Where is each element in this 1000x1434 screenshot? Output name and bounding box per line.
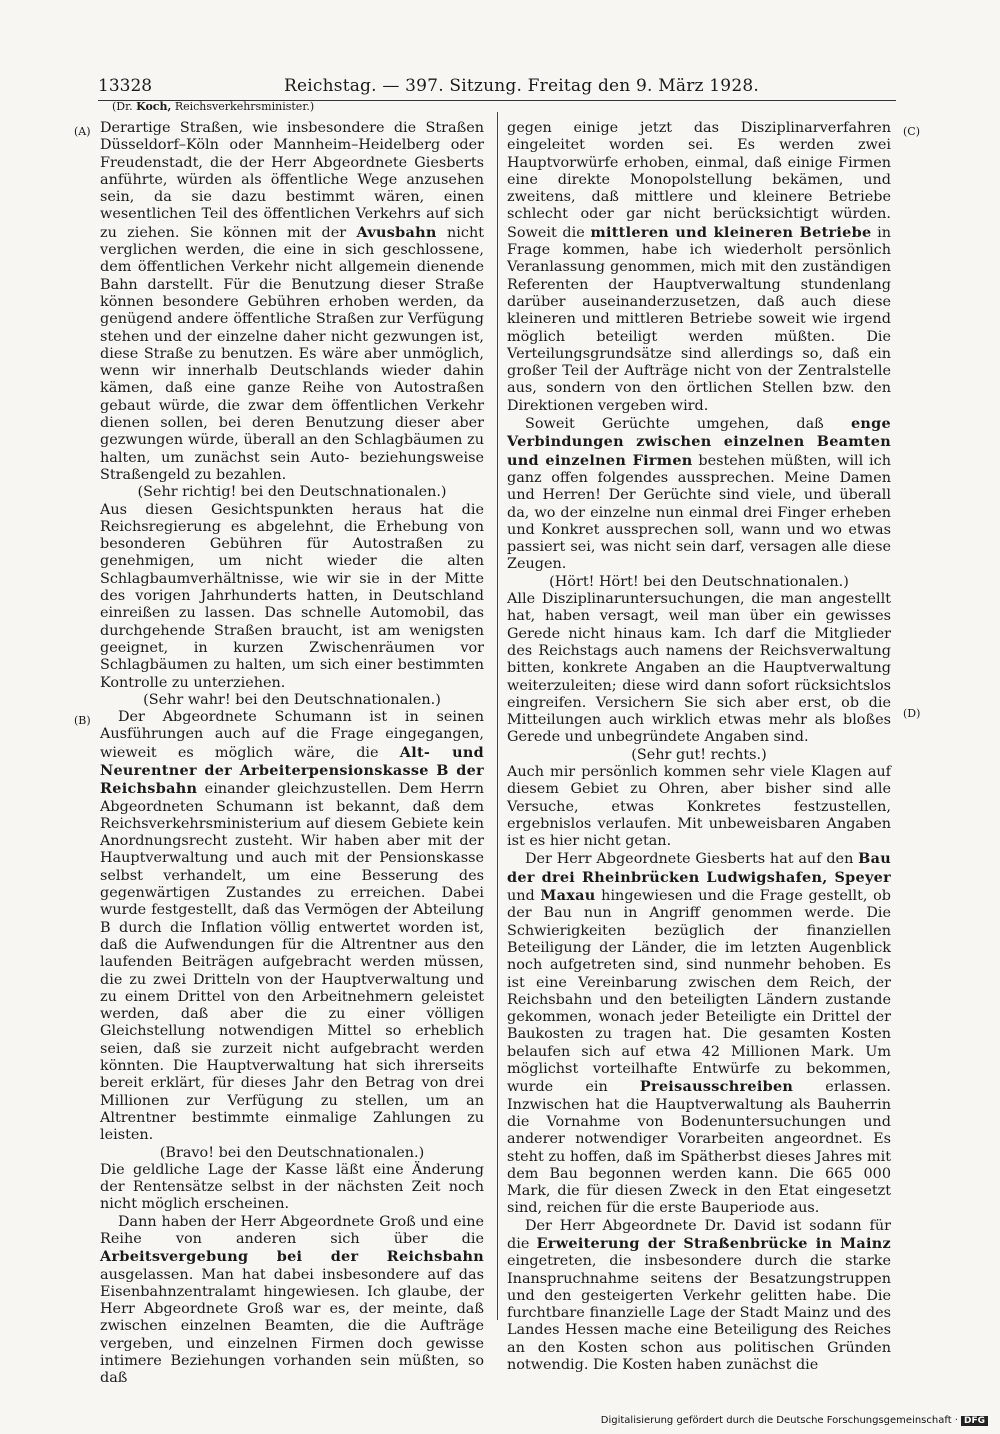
emphasis: Arbeitsvergebung bei der Reichsbahn (100, 1248, 484, 1266)
column-divider (497, 112, 498, 1320)
speaker-prefix: (Dr. (112, 100, 137, 113)
emphasis: Avusbahn (356, 223, 437, 241)
emphasis: Alt- und Neurentner der Arbeiterpensionskasse B der Reichsbahn (100, 743, 484, 798)
text-run: Alle Disziplinaruntersuchungen, die man angestellt hat, haben versagt, weil man über ein gewisses Gerede nicht hinaus kam. Ich darf die Mitglieder des Reichstags auch namens der Reichsverwaltung bitten, konkrete Angaben an die Hauptverwaltung weiterzuleiten; diese wird dann sofort rücksichtslos eingreifen. Versichern Sie sich aber erst, ob die Mitteilungen auch wirklich etwas mehr als bloßes Gerede und unbegründete Angaben sind. (507, 591, 891, 746)
left-column (100, 120, 484, 1388)
text-run: einander gleichzustellen. Dem Herrn Abgeordneten Schumann ist bekannt, daß dem Reichsverkehrsministerium auf diesem Gebiete kein Anordnungsrecht zusteht. Wir haben aber mit der Hauptverwaltung und auch mit der Pensionskasse selbst verhandelt, um eine Besserung des gegenwärtigen Zustandes zu erreichen. Dabei wurde festgestellt, daß das Vermögen der Abteilung B durch die Inflation völlig entwertet worden ist, daß die Aufwendungen für die Altrentner aus den laufenden Beiträgen aufgebracht werden müssen, die zu zwei Dritteln von der Hauptverwaltung und zu einem Drittel von den Arbeitnehmern geleistet werden, daß aber die zu einer völligen Gleichstellung notwendigen Mittel so erheblich seien, daß sie zurzeit nicht aufgebracht werden könnten. Die Hauptverwaltung hat sich ihrerseits bereit erklärt, für dieses Jahr den Betrag von drei Millionen zur Verfügung zu stellen, um an Altrentner bestimmte einmalige Zahlungen zu leisten. (100, 781, 484, 1144)
paragraph (100, 502, 484, 692)
text-run: ausgelassen. Man hat dabei insbesondere auf das Eisenbahnzentralamt hingewiesen. Ich glaube, der Herr Abgeordnete Groß war es, der meinte, daß zwischen einzelnen Beamten, die die Aufträge vergeben, und einzelnen Firmen doch gewisse intimere Beziehungen vorhanden sein müßten, so daß (100, 1266, 484, 1387)
text-run: gegen einige jetzt das Disziplinarverfahren eingeleitet worden sei. Es werden zwei Hauptvorwürfe erhoben, einmal, daß einige Firmen eine direkte Monopolstellung bekämen, und zweitens, daß mittlere und kleinere Betriebe schlecht oder gar nicht berücksichtigt würden. Soweit die (507, 120, 891, 241)
emphasis: Bau der drei Rheinbrücken Ludwigshafen, Speyer (507, 850, 891, 886)
emphasis: enge Verbindungen zwischen einzelnen Beamten und einzelnen Firmen (507, 415, 891, 469)
interjection: (Bravo! bei den Deutschnationalen.) (159, 1144, 425, 1161)
speaker-role: Reichsverkehrsminister.) (171, 100, 315, 113)
interjection: (Sehr richtig! bei den Deutschnationalen.) (137, 484, 447, 501)
paragraph (507, 415, 891, 574)
text-run: Der Herr Abgeordnete Dr. David ist sodann für die (507, 1217, 891, 1252)
text-run: hingewiesen und die Frage gestellt, ob der Bau nun in Angriff genommen werde. Die Schwierigkeiten bezüglich der finanziellen Beteiligung der Länder, die im letzten Augenblick noch aufgetreten sind, sind nunmehr behoben. Es ist eine Vereinbarung zwischen dem Reich, der Reichsbahn und den beteiligten Ländern zustande gekommen, wonach jeder Beteiligte ein Drittel der Baukosten zu tragen hat. Die gesamten Kosten belaufen sich auf etwa 42 Millionen Mark. Um möglichst vorteilhafte Entwürfe zu bekommen, wurde ein (507, 888, 891, 1096)
text-run: Dann haben der Herr Abgeordnete Groß und eine Reihe von anderen sich über die (100, 1213, 484, 1247)
text-run: erlassen. Inzwischen hat die Hauptverwaltung als Bauherrin die Vornahme von Bodenuntersuchungen und anderer notwendiger Vorarbeiten angeordnet. Es steht zu hoffen, daß im Spätherbst dieses Jahres mit dem Bau begonnen werden kann. Die 665 000 Mark, die für diesen Zweck in den Etat eingesetzt sind, reichen für die erste Bauperiode aus. (507, 1079, 892, 1217)
emphasis: mittleren und kleineren Betriebe (590, 223, 872, 241)
speaker-line (112, 100, 314, 113)
paragraph (100, 120, 484, 484)
text-run: eingetreten, die insbesondere durch die starke Inanspruchnahme seitens der Besatzungstruppen und den gesteigerten Verkehr gelitten habe. Die furchtbare finanzielle Lage der Stadt Mainz und des Landes Hessen mache eine Beteiligung des Reiches an den Kosten schon aus politischen Gründen notwendig. Die Kosten haben zunächst die (507, 1253, 891, 1374)
interjection: (Sehr gut! rechts.) (631, 746, 767, 763)
emphasis: Maxau (540, 887, 596, 905)
text-run: bestehen müßten, will ich ganz offen folgendes aussprechen. Meine Damen und Herren! Der Gerüchte sind viele, und überall da, wo der einzelne nun einmal drei Finger erheben und Konkret aussprechen soll, wann und wo etwas passiert sei, was nicht sein darf, versagen alle diese Zeugen. (507, 452, 891, 573)
paragraph (507, 591, 891, 747)
paragraph (100, 1214, 484, 1388)
margin-marker-b: (B) (74, 714, 91, 727)
footer-text: Digitalisierung gefördert durch die Deutsche Forschungsgemeinschaft · (600, 1415, 958, 1426)
text-run: Die geldliche Lage der Kasse läßt eine Änderung der Rentensätze selbst in der nächsten Zeit noch nicht möglich erscheinen. (100, 1161, 484, 1213)
text-run: in Frage kommen, habe ich wiederholt persönlich Veranlassung genommen, mich mit den zuständigen Referenten der Hauptverwaltung stundenlang darüber auseinanderzusetzen, daß auch diese kleineren und mittleren Betriebe soweit wie irgend möglich beteiligt werden müßten. Die Verteilungsgrundsätze sind allerdings so, daß ein großer Teil der Aufträge nicht von der Zentralstelle aus, sondern von den örtlichen Stellen bzw. den Direktionen vergeben wird. (507, 224, 891, 414)
text-run: Derartige Straßen, wie insbesondere die Straßen Düsseldorf–Köln oder Mannheim–Heidelberg oder Freudenstadt, die der Herr Abgeordnete Giesberts anführte, würden als öffentliche Wege anzusehen sein, da sie dazu bestimmt wären, einen wesentlichen Teil des öffentlichen Verkehrs auf sich zu ziehen. Sie können mit der (100, 120, 484, 241)
paragraph (507, 120, 891, 415)
text-run: Der Abgeordnete Schumann ist in seinen Ausführungen auch auf die Frage eingegangen, wieweit es möglich wäre, die (100, 709, 484, 761)
speaker-name: Koch, (136, 100, 172, 113)
dfg-logo: DFG (961, 1416, 988, 1426)
margin-marker-d: (D) (903, 707, 921, 720)
footer-credit (601, 1415, 988, 1426)
paragraph (100, 1162, 484, 1214)
text-run: Aus diesen Gesichtspunkten heraus hat die Reichsregierung es abgelehnt, die Erhebung von besonderen Gebühren für Autostraßen zu genehmigen, um nicht wieder die alten Schlagbaumverhältnisse, wie wir sie in der Mitte des vorigen Jahrhunderts hatten, in Deutschland einreißen zu lassen. Das schnelle Automobil, das durchgehende Straßen braucht, ist am wenigsten geeignet, in kurzen Zwischenräumen vor Schlagbäumen zu halten, um sich einer bestimmten Kontrolle zu unterziehen. (100, 501, 484, 691)
interjection: (Sehr wahr! bei den Deutschnationalen.) (143, 691, 441, 708)
text-run: nicht verglichen werden, die eine in sich geschlossene, dem öffentlichen Verkehr nicht allgemein dienende Bahn darstellt. Für die Benutzung dieser Straße können besondere Gebühren erhoben werden, da genügend andere öffentliche Straßen zur Verfügung stehen und der einzelne daher nicht gezwungen ist, diese Straße zu benutzen. Es wäre aber unmöglich, wenn wir innerhalb Deutschlands wieder dahin kämen, daß eine ganze Reihe von Autostraßen gebaut würde, die zwar dem öffentlichen Verkehr dienen sollen, bei deren Benutzung dieser aber gezwungen würde, überall an den Schlagbäumen zu halten, um zunächst sein Auto- beziehungsweise Straßengeld zu bezahlen. (100, 224, 484, 483)
emphasis: Preisausschreiben (639, 1078, 794, 1096)
text-run: Auch mir persönlich kommen sehr viele Klagen auf diesem Gebiet zu Ohren, aber bisher sind alle Versuche, etwas Konkretes festzustellen, ergebnislos verlaufen. Mit unbeweisbaren Angaben ist es hier nicht getan. (507, 763, 891, 850)
paragraph (100, 709, 484, 1144)
text-run: Der Herr Abgeordnete Giesberts hat auf den (525, 851, 859, 868)
margin-marker-c: (C) (903, 125, 920, 138)
page-header (98, 74, 896, 101)
paragraph (507, 764, 891, 850)
running-title: Reichstag. — 397. Sitzung. Freitag den 9. März 1928. (284, 76, 759, 96)
margin-marker-a: (A) (74, 125, 91, 138)
right-column (507, 120, 891, 1374)
paragraph (507, 1218, 891, 1375)
paragraph (507, 850, 891, 1217)
text-run: und (507, 888, 541, 905)
interjection: (Hört! Hört! bei den Deutschnationalen.) (549, 573, 849, 590)
text-run: Soweit Gerüchte umgehen, daß (525, 416, 851, 433)
emphasis: Erweiterung der Straßenbrücke in Mainz (536, 1235, 892, 1252)
page-number: 13328 (98, 76, 153, 96)
